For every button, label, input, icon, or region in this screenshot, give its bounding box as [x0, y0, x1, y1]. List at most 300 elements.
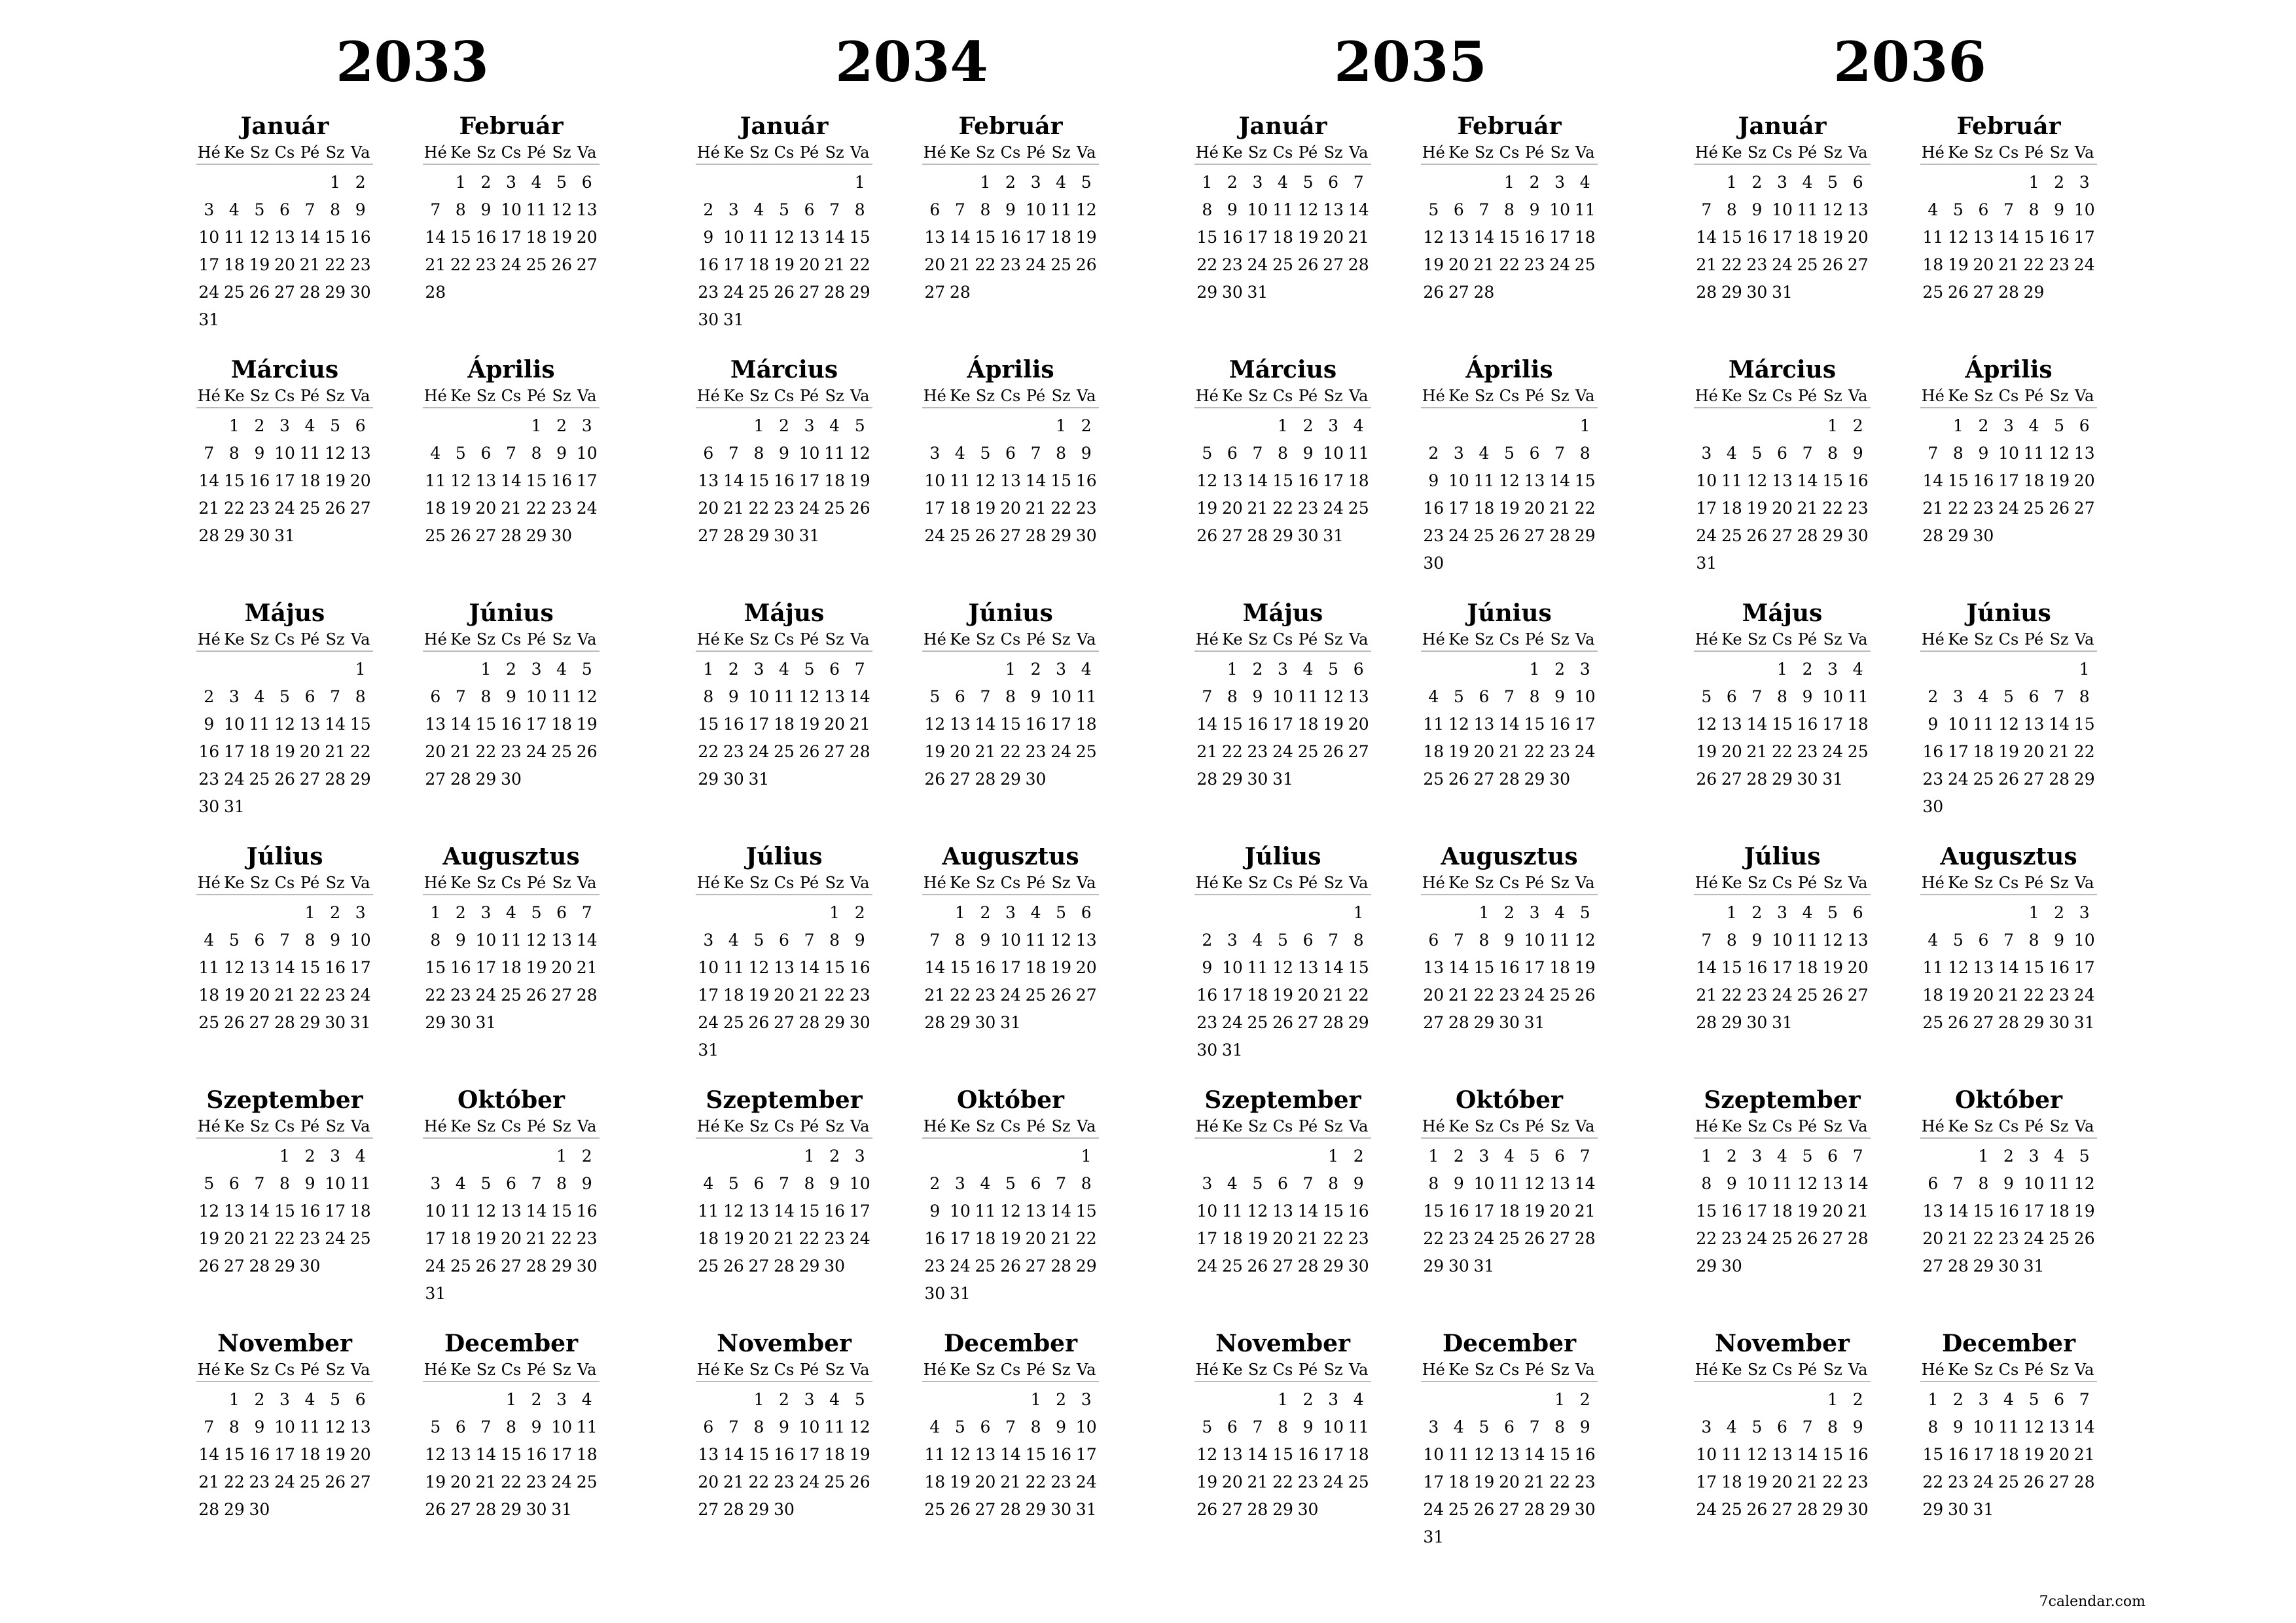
day-cell: 28: [1847, 1229, 1869, 1248]
weekday-label: Hé: [696, 387, 720, 405]
day-cell: 3: [1777, 903, 1787, 922]
weekday-header: [1421, 1115, 1598, 1139]
day-empty: [1023, 412, 1049, 440]
weekday-label: Va: [577, 874, 597, 892]
day-empty: [1446, 169, 1472, 196]
month-május: [196, 598, 373, 825]
day-cell: 26: [425, 1500, 446, 1519]
month-május: [696, 598, 872, 825]
weekday-label: Ke: [224, 387, 245, 405]
day-cell: 20: [1473, 742, 1495, 761]
day-cell: 16: [1847, 1445, 1869, 1464]
weekday-label: Sz: [749, 874, 768, 892]
weekday-label: Hé: [423, 630, 447, 649]
day-cell: 8: [531, 444, 542, 463]
day-cell: 5: [455, 444, 466, 463]
day-cell: 3: [2079, 903, 2090, 922]
day-cell: 19: [475, 1229, 497, 1248]
day-empty: [1446, 656, 1472, 683]
day-cell: 2: [1579, 1390, 1590, 1409]
day-cell: 4: [228, 200, 240, 219]
day-cell: 27: [475, 526, 497, 545]
day-empty: [948, 1386, 973, 1414]
day-cell: 29: [2023, 1013, 2045, 1032]
day-cell: 11: [1423, 715, 1444, 734]
day-cell: 22: [1822, 1472, 1844, 1491]
day-cell: 6: [1777, 1418, 1787, 1436]
day-cell: 1: [1827, 1390, 1839, 1409]
days-grid: [1194, 656, 1371, 793]
day-cell: 18: [1922, 986, 1944, 1005]
day-cell: 30: [1998, 1257, 2019, 1275]
day-cell: 18: [350, 1202, 371, 1221]
day-cell: 19: [223, 986, 245, 1005]
day-cell: 2: [1852, 416, 1863, 435]
day-cell: 31: [274, 526, 295, 545]
day-cell: 7: [2054, 687, 2065, 706]
day-cell: 23: [1998, 1229, 2019, 1248]
weekday-label: Cs: [774, 1361, 795, 1379]
day-cell: 1: [1353, 903, 1364, 922]
day-cell: 2: [304, 1147, 315, 1166]
day-cell: 23: [924, 1257, 946, 1275]
day-cell: 3: [581, 416, 592, 435]
day-cell: 12: [1746, 1445, 1768, 1464]
day-cell: 22: [274, 1229, 295, 1248]
day-cell: 17: [1448, 499, 1469, 518]
day-cell: 30: [774, 1500, 795, 1519]
weekday-label: Hé: [1921, 630, 1945, 649]
day-cell: 17: [1746, 1202, 1768, 1221]
day-cell: 13: [350, 1418, 371, 1436]
day-cell: 27: [1524, 526, 1545, 545]
day-cell: 23: [1973, 499, 1994, 518]
day-cell: 1: [1726, 903, 1737, 922]
day-cell: 8: [279, 1174, 290, 1193]
day-cell: 31: [2023, 1257, 2045, 1275]
day-cell: 10: [1323, 444, 1344, 463]
weekday-label: Ke: [450, 630, 471, 649]
weekday-label: Ke: [950, 630, 971, 649]
day-empty: [499, 412, 524, 440]
day-cell: 16: [450, 958, 471, 977]
day-cell: 13: [1499, 1445, 1520, 1464]
day-cell: 26: [748, 1013, 770, 1032]
day-cell: 4: [1453, 1418, 1464, 1436]
day-cell: 20: [2073, 471, 2095, 490]
day-cell: 29: [325, 283, 346, 302]
day-cell: 23: [576, 1229, 598, 1248]
day-cell: 23: [1348, 1229, 1369, 1248]
day-cell: 8: [854, 200, 865, 219]
day-cell: 22: [1696, 1229, 1717, 1248]
day-cell: 18: [975, 1229, 996, 1248]
day-cell: 28: [1922, 526, 1944, 545]
day-cell: 13: [1772, 1445, 1793, 1464]
month-name: Április: [967, 356, 1054, 383]
day-cell: 10: [1000, 931, 1021, 950]
day-cell: 15: [274, 1202, 295, 1221]
day-cell: 27: [1549, 1229, 1571, 1248]
day-cell: 1: [2028, 173, 2039, 192]
weekday-label: Hé: [923, 143, 946, 162]
day-cell: 23: [1423, 526, 1444, 545]
day-cell: 15: [2023, 228, 2045, 247]
day-empty: [1694, 1386, 1719, 1414]
day-cell: 21: [1746, 742, 1768, 761]
day-cell: 22: [223, 499, 245, 518]
day-cell: 3: [1005, 903, 1016, 922]
day-cell: 27: [1973, 283, 1994, 302]
day-cell: 4: [1302, 660, 1314, 679]
day-cell: 13: [1297, 958, 1319, 977]
weekday-label: Sz: [1550, 143, 1570, 162]
day-cell: 19: [1947, 255, 1969, 274]
day-cell: 8: [804, 1174, 815, 1193]
day-cell: 24: [1196, 1257, 1218, 1275]
day-cell: 5: [1827, 173, 1839, 192]
month-február: [1920, 111, 2097, 338]
weekday-header: [1194, 872, 1371, 895]
day-cell: 18: [1973, 742, 1994, 761]
day-cell: 22: [1323, 1229, 1344, 1248]
day-cell: 7: [204, 1418, 215, 1436]
day-cell: 31: [723, 310, 744, 329]
day-cell: 15: [1696, 1202, 1717, 1221]
day-cell: 11: [1348, 444, 1369, 463]
weekday-label: Hé: [423, 874, 447, 892]
year-title: 2035: [1334, 29, 1487, 94]
day-cell: 22: [299, 986, 321, 1005]
weekday-label: Cs: [1998, 143, 2019, 162]
day-cell: 13: [450, 1445, 471, 1464]
day-cell: 5: [1751, 444, 1763, 463]
day-cell: 29: [949, 1013, 971, 1032]
day-cell: 13: [1448, 228, 1469, 247]
day-cell: 17: [1050, 715, 1072, 734]
day-cell: 12: [249, 228, 270, 247]
day-cell: 3: [355, 903, 366, 922]
day-cell: 7: [330, 687, 341, 706]
year-title: 2036: [1833, 29, 1986, 94]
day-cell: 6: [829, 660, 840, 679]
day-empty: [973, 656, 998, 683]
day-cell: 11: [425, 471, 446, 490]
weekday-label: Ke: [950, 143, 971, 162]
weekday-label: Pé: [1797, 143, 1818, 162]
day-cell: 3: [506, 173, 516, 192]
day-cell: 26: [223, 1013, 245, 1032]
day-cell: 28: [526, 1257, 547, 1275]
day-cell: 24: [576, 499, 598, 518]
day-cell: 19: [325, 471, 346, 490]
day-cell: 11: [1448, 1445, 1469, 1464]
day-cell: 18: [1797, 228, 1818, 247]
day-cell: 29: [501, 1500, 522, 1519]
day-cell: 26: [274, 770, 295, 789]
day-cell: 24: [2073, 255, 2095, 274]
day-cell: 6: [1554, 1147, 1566, 1166]
day-cell: 22: [425, 986, 446, 1005]
weekday-label: Cs: [1272, 387, 1293, 405]
day-cell: 2: [1726, 1147, 1737, 1166]
day-cell: 4: [1252, 931, 1263, 950]
weekday-label: Va: [850, 630, 870, 649]
day-cell: 25: [1221, 1257, 1243, 1275]
day-cell: 9: [1529, 200, 1540, 219]
day-cell: 3: [1952, 687, 1964, 706]
day-cell: 12: [1998, 715, 2019, 734]
day-cell: 1: [1529, 660, 1540, 679]
day-cell: 31: [1973, 1500, 1994, 1519]
day-cell: 4: [728, 931, 739, 950]
day-cell: 26: [1473, 1500, 1495, 1519]
weekday-label: Hé: [696, 1117, 720, 1135]
day-cell: 28: [1050, 1257, 1072, 1275]
weekday-label: Sz: [1247, 630, 1267, 649]
month-name: Április: [1465, 356, 1553, 383]
weekday-label: Sz: [1823, 874, 1842, 892]
day-cell: 23: [774, 499, 795, 518]
days-grid: [1194, 1143, 1371, 1280]
day-cell: 5: [1701, 687, 1712, 706]
day-cell: 6: [1353, 660, 1364, 679]
weekday-header: [1694, 872, 1871, 895]
day-cell: 9: [779, 1418, 789, 1436]
day-cell: 18: [450, 1229, 471, 1248]
day-cell: 18: [949, 499, 971, 518]
day-cell: 2: [1252, 660, 1263, 679]
month-name: Október: [457, 1086, 565, 1114]
day-cell: 25: [1797, 986, 1818, 1005]
day-cell: 19: [2073, 1202, 2095, 1221]
day-cell: 5: [1302, 173, 1314, 192]
day-cell: 26: [1196, 1500, 1218, 1519]
day-cell: 13: [698, 471, 719, 490]
day-cell: 26: [1297, 255, 1319, 274]
day-cell: 25: [1549, 986, 1571, 1005]
day-cell: 30: [1297, 526, 1319, 545]
day-cell: 7: [430, 200, 441, 219]
weekday-label: Pé: [799, 1361, 819, 1379]
weekday-label: Va: [1348, 1361, 1369, 1379]
weekday-label: Sz: [825, 1117, 844, 1135]
day-empty: [222, 899, 247, 927]
month-június: [1421, 598, 1598, 825]
weekday-label: Pé: [2024, 1117, 2044, 1135]
day-cell: 2: [1802, 660, 1813, 679]
day-cell: 14: [475, 1445, 497, 1464]
day-empty: [1795, 412, 1820, 440]
day-empty: [247, 1143, 272, 1170]
day-cell: 10: [526, 687, 547, 706]
days-grid: [1194, 1386, 1371, 1524]
day-cell: 24: [1221, 1013, 1243, 1032]
day-cell: 20: [1772, 1472, 1793, 1491]
day-cell: 12: [1947, 958, 1969, 977]
weekday-label: Ke: [723, 1361, 744, 1379]
day-empty: [1270, 1143, 1296, 1170]
day-cell: 1: [1227, 660, 1238, 679]
weekday-label: Ke: [723, 143, 744, 162]
day-cell: 15: [1272, 471, 1293, 490]
day-cell: 21: [723, 1472, 744, 1491]
day-cell: 28: [1448, 1013, 1469, 1032]
weekday-label: Ke: [1948, 874, 1969, 892]
day-cell: 30: [1221, 283, 1243, 302]
day-empty: [948, 1143, 973, 1170]
day-cell: 20: [774, 986, 795, 1005]
day-cell: 11: [1797, 931, 1818, 950]
days-grid: [1421, 1386, 1598, 1551]
weekday-label: Va: [577, 630, 597, 649]
day-cell: 16: [198, 742, 220, 761]
weekday-label: Ke: [723, 630, 744, 649]
weekday-header: [1194, 1359, 1371, 1382]
day-cell: 2: [556, 416, 567, 435]
day-empty: [1245, 1143, 1270, 1170]
day-cell: 10: [274, 1418, 295, 1436]
day-empty: [948, 656, 973, 683]
day-cell: 21: [849, 715, 870, 734]
day-cell: 6: [1777, 444, 1787, 463]
day-cell: 30: [249, 1500, 270, 1519]
weekday-label: Pé: [799, 630, 819, 649]
day-cell: 25: [223, 283, 245, 302]
weekday-label: Sz: [1247, 143, 1267, 162]
day-cell: 19: [2049, 471, 2070, 490]
day-cell: 14: [949, 228, 971, 247]
weekday-label: Cs: [274, 1117, 295, 1135]
day-cell: 24: [1323, 1472, 1344, 1491]
day-cell: 26: [2023, 1472, 2045, 1491]
month-november: [196, 1329, 373, 1555]
weekday-label: Va: [1348, 874, 1369, 892]
day-cell: 1: [1579, 416, 1590, 435]
weekday-label: Sz: [975, 1361, 995, 1379]
day-cell: 30: [1025, 770, 1047, 789]
day-cell: 14: [1297, 1202, 1319, 1221]
weekday-label: Va: [577, 1117, 597, 1135]
day-cell: 6: [1852, 173, 1863, 192]
days-grid: [922, 412, 1099, 550]
day-cell: 12: [924, 715, 946, 734]
day-cell: 14: [1797, 471, 1818, 490]
day-cell: 8: [480, 687, 492, 706]
day-empty: [2047, 656, 2072, 683]
day-cell: 30: [924, 1284, 946, 1303]
day-cell: 2: [1202, 931, 1213, 950]
day-cell: 19: [1196, 499, 1218, 518]
day-cell: 14: [1196, 715, 1218, 734]
day-cell: 27: [1721, 770, 1742, 789]
day-cell: 2: [480, 173, 492, 192]
day-cell: 12: [1323, 687, 1344, 706]
day-cell: 1: [430, 903, 441, 922]
weekday-label: Va: [1348, 143, 1369, 162]
day-cell: 29: [223, 1500, 245, 1519]
day-cell: 11: [501, 931, 522, 950]
weekday-header: [696, 1115, 872, 1139]
day-cell: 14: [1050, 1202, 1072, 1221]
day-cell: 6: [355, 416, 366, 435]
day-cell: 18: [1499, 1202, 1520, 1221]
day-cell: 30: [723, 770, 744, 789]
weekday-label: Sz: [249, 387, 269, 405]
day-cell: 24: [1524, 986, 1545, 1005]
month-name: December: [444, 1330, 579, 1357]
day-cell: 22: [1947, 499, 1969, 518]
weekday-header: [423, 872, 600, 895]
day-cell: 1: [954, 903, 965, 922]
weekday-label: Sz: [325, 630, 345, 649]
weekday-label: Sz: [476, 1117, 495, 1135]
day-cell: 31: [350, 1013, 371, 1032]
day-empty: [797, 169, 822, 196]
day-cell: 5: [1328, 660, 1339, 679]
weekday-header: [196, 141, 373, 165]
weekday-label: Pé: [2024, 874, 2044, 892]
day-cell: 18: [526, 228, 547, 247]
year-title: 2033: [336, 29, 489, 94]
day-cell: 4: [531, 173, 542, 192]
day-cell: 16: [2049, 958, 2070, 977]
day-cell: 1: [1777, 660, 1787, 679]
day-cell: 16: [1348, 1202, 1369, 1221]
weekday-label: Ke: [450, 387, 471, 405]
day-cell: 31: [1524, 1013, 1545, 1032]
day-cell: 3: [703, 931, 714, 950]
day-cell: 22: [1973, 1229, 1994, 1248]
day-cell: 1: [1428, 1147, 1439, 1166]
day-cell: 26: [1746, 1500, 1768, 1519]
day-cell: 17: [198, 255, 220, 274]
weekday-label: Sz: [476, 387, 495, 405]
day-cell: 8: [1827, 444, 1839, 463]
day-cell: 14: [1448, 958, 1469, 977]
day-cell: 26: [1272, 1013, 1293, 1032]
day-cell: 15: [1822, 471, 1844, 490]
day-cell: 3: [804, 416, 815, 435]
days-grid: [1694, 899, 1871, 1037]
month-október: [1421, 1085, 1598, 1311]
weekday-header: [1421, 628, 1598, 652]
month-name: Február: [459, 113, 564, 140]
day-cell: 21: [299, 255, 321, 274]
day-cell: 23: [2049, 255, 2070, 274]
weekday-label: Hé: [1695, 387, 1718, 405]
day-cell: 16: [1297, 1445, 1319, 1464]
weekday-label: Pé: [1797, 387, 1818, 405]
day-cell: 18: [1721, 1472, 1742, 1491]
day-cell: 2: [728, 660, 739, 679]
day-cell: 8: [330, 200, 341, 219]
day-cell: 14: [849, 687, 870, 706]
day-cell: 4: [1353, 416, 1364, 435]
day-cell: 2: [829, 1147, 840, 1166]
weekday-label: Sz: [1247, 1361, 1267, 1379]
weekday-label: Sz: [1247, 387, 1267, 405]
day-cell: 16: [1247, 715, 1268, 734]
day-cell: 17: [849, 1202, 870, 1221]
day-cell: 28: [849, 742, 870, 761]
day-cell: 4: [1428, 687, 1439, 706]
day-cell: 6: [703, 444, 714, 463]
weekday-header: [1920, 1359, 2097, 1382]
day-cell: 4: [1056, 173, 1067, 192]
weekday-label: Sz: [476, 143, 495, 162]
day-cell: 5: [531, 903, 542, 922]
